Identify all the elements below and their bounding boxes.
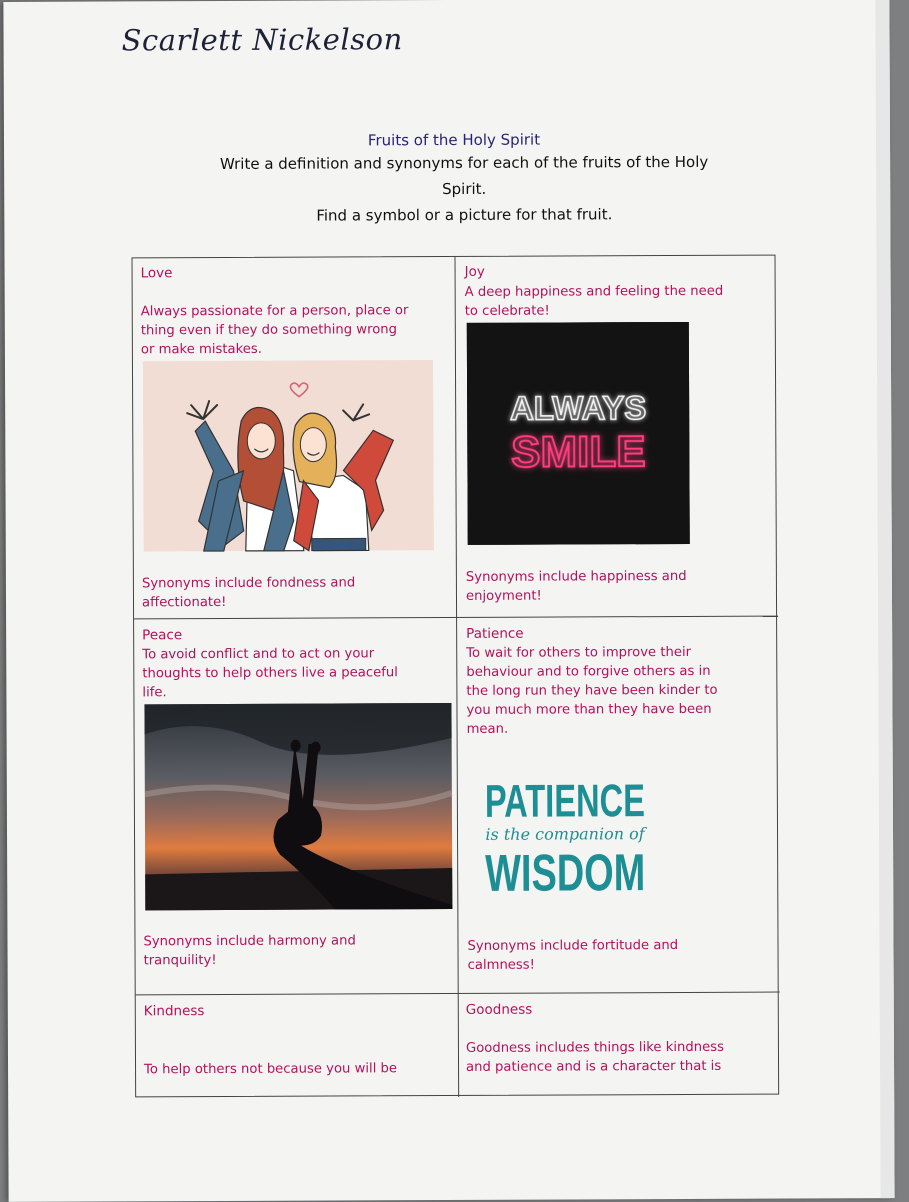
patience-word: PATIENCE: [484, 773, 711, 827]
joy-definition-line: to celebrate!: [464, 303, 550, 319]
worksheet-title: Fruits of the Holy Spirit: [367, 130, 541, 150]
patience-synonyms-line: Synonyms include fortitude and: [467, 938, 679, 954]
goodness-heading: Goodness: [465, 1001, 533, 1018]
patience-definition: [466, 643, 718, 739]
love-definition-line: or make mistakes.: [140, 341, 262, 358]
patience-heading: Patience: [466, 625, 524, 642]
patience-wisdom-quote-graphic: [475, 764, 711, 905]
peace-heading: Peace: [142, 627, 183, 644]
goodness-definition: [466, 1038, 724, 1077]
patience-synonyms: [467, 936, 678, 975]
love-synonyms-line: affectionate!: [141, 594, 227, 611]
peace-definition-line: life.: [142, 685, 167, 701]
page-edge: [875, 0, 894, 1198]
fruits-table: [132, 255, 780, 1098]
love-synonyms: [142, 573, 355, 612]
love-heading: Love: [140, 265, 173, 282]
neon-line-1: ALWAYS: [509, 389, 647, 427]
peace-definition-line: thoughts to help others live a peaceful: [142, 665, 398, 682]
peace-synonyms-line: Synonyms include harmony and: [143, 933, 356, 950]
joy-heading: Joy: [464, 263, 485, 280]
instruction-line-3: Find a symbol or a picture for that fruit.: [316, 205, 613, 225]
patience-definition-line: To wait for others to improve their: [466, 644, 692, 661]
peace-synonyms: [143, 931, 356, 970]
companion-phrase: is the companion of: [485, 824, 645, 844]
kindness-definition-line: To help others not because you will be: [144, 1061, 398, 1078]
joy-synonyms: [466, 567, 687, 606]
peace-synonyms-line: tranquility!: [143, 953, 217, 969]
goodness-definition-line: and patience and is a character that is: [466, 1058, 722, 1075]
goodness-definition-line: Goodness includes things like kindness: [465, 1039, 724, 1056]
table-divider-vertical: [455, 257, 460, 1097]
joy-synonyms-line: Synonyms include happiness and: [465, 568, 687, 585]
neon-line-2: SMILE: [511, 427, 646, 477]
always-smile-neon-sign: [467, 322, 690, 545]
peace-sign-sunset-photo: [144, 703, 452, 910]
patience-definition-line: behaviour and to forgive others as in: [466, 663, 711, 680]
patience-definition-line: you much more than they have been: [466, 701, 712, 718]
joy-definition-line: A deep happiness and feeling the need: [464, 283, 724, 300]
love-friends-illustration: [143, 360, 434, 551]
love-synonyms-line: Synonyms include fondness and: [141, 575, 356, 592]
worksheet-page: [3, 0, 894, 1202]
student-name: Scarlett Nickelson: [121, 22, 403, 58]
kindness-heading: Kindness: [143, 1003, 205, 1020]
instruction-line-2: Spirit.: [442, 179, 487, 199]
love-definition: [141, 301, 409, 359]
peace-definition: [142, 644, 398, 702]
patience-definition-line: mean.: [466, 721, 509, 737]
patience-synonyms-line: calmness!: [467, 957, 535, 973]
joy-synonyms-line: enjoyment!: [465, 588, 542, 604]
love-definition-line: Always passionate for a person, place or: [140, 303, 409, 320]
wisdom-word: WISDOM: [485, 843, 705, 903]
patience-definition-line: the long run they have been kinder to: [466, 682, 718, 699]
kindness-definition: [144, 1059, 397, 1079]
love-definition-line: thing even if they do something wrong: [140, 322, 398, 339]
peace-definition-line: To avoid conflict and to act on your: [142, 646, 375, 663]
joy-definition: [465, 282, 724, 321]
instruction-line-1: Write a definition and synonyms for each of the fruits of the Holy: [219, 152, 709, 173]
